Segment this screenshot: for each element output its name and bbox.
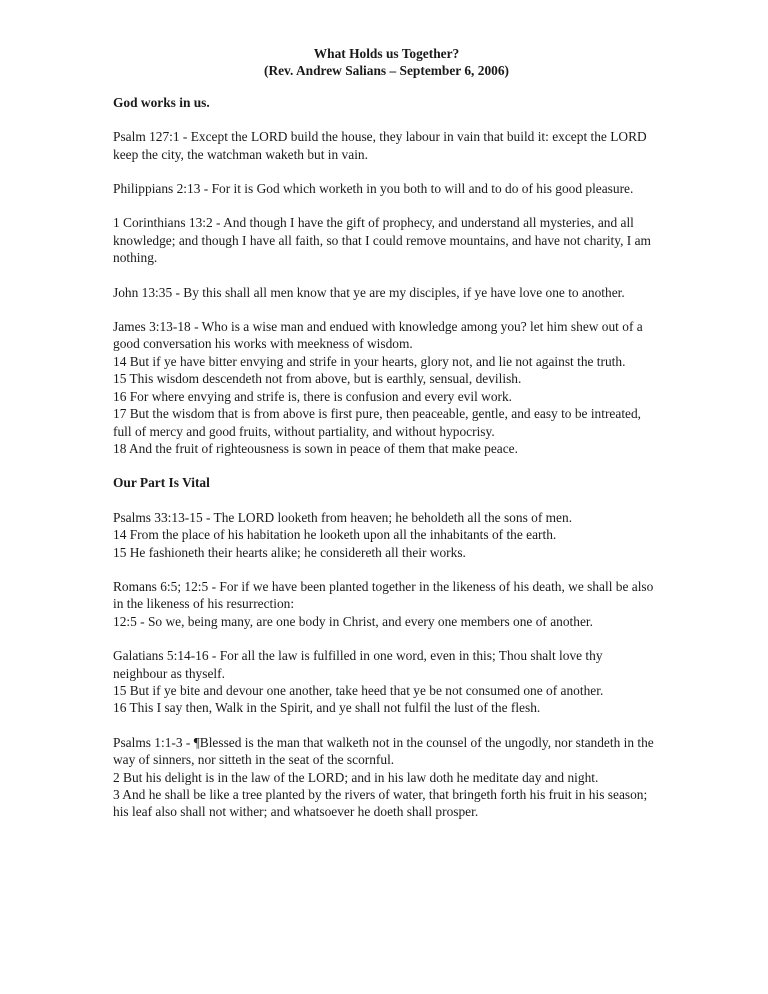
verse-line: 18 And the fruit of righteousness is sown in peace of them that make peace. <box>113 440 518 456</box>
verse-line: James 3:13-18 - Who is a wise man and endued with knowledge among you? let him shew out of a good conversation his works with meekness of wisdom. <box>113 319 643 352</box>
verse-line: 12:5 - So we, being many, are one body in Christ, and every one members one of another. <box>113 613 593 629</box>
verse-line: 15 But if ye bite and devour one another, take heed that ye be not consumed one of another. <box>113 682 604 698</box>
section-spacer <box>113 457 660 474</box>
verse-line: 15 This wisdom descendeth not from above, but is earthly, sensual, devilish. <box>113 371 522 387</box>
verse-line: Philippians 2:13 - For it is God which worketh in you both to will and to do of his good pleasure. <box>113 181 634 197</box>
verse-group <box>113 128 660 163</box>
verse-line: Romans 6:5; 12:5 - For if we have been planted together in the likeness of his death, we shall be also in the likeness of his resurrection: <box>113 578 654 612</box>
section-god-works-in-us <box>113 94 660 458</box>
verse-line: 3 And he shall be like a tree planted by the rivers of water, that bringeth forth his fruit in his season; his leaf also shall not wither; and whatsoever he doeth shall prosper. <box>113 787 648 820</box>
verse-group <box>113 578 660 630</box>
verse-line: Galatians 5:14-16 - For all the law is fulfilled in one word, even in this; Thou shalt love thy neighbour as thyself. <box>113 648 603 681</box>
verse-line: 1 Corinthians 13:2 - And though I have the gift of prophecy, and understand all mysteries, and all knowledge; and though I have all faith, so that I could remove mountains, and have not charity, I am nothing. <box>113 215 651 266</box>
document-title: What Holds us Together? <box>313 46 460 61</box>
section-heading: God works in us. <box>113 94 210 110</box>
verse-line: Psalm 127:1 - Except the LORD build the house, they labour in vain that build it: except the LORD keep the city, the watchman waketh but in vain. <box>113 129 647 162</box>
verse-line: 16 For where envying and strife is, there is confusion and every evil work. <box>113 388 513 404</box>
verse-line: 16 This I say then, Walk in the Spirit, and ye shall not fulfil the lust of the flesh. <box>113 700 541 716</box>
verse-group <box>113 214 660 266</box>
verse-group <box>113 647 660 717</box>
verse-group <box>113 180 660 197</box>
verse-line: 2 But his delight is in the law of the LORD; and in his law doth he meditate day and night. <box>113 769 599 785</box>
verse-line: Psalms 1:1-3 - ¶Blessed is the man that walketh not in the counsel of the ungodly, nor standeth in the way of sinners, nor sitteth in the seat of the scornful. <box>113 734 654 768</box>
verse-group <box>113 318 660 457</box>
section-heading: Our Part Is Vital <box>113 475 210 491</box>
verse-line: 15 He fashioneth their hearts alike; he considereth all their works. <box>113 544 466 560</box>
verse-group <box>113 284 660 301</box>
document-subtitle: (Rev. Andrew Salians – September 6, 2006) <box>263 63 509 79</box>
section-our-part-is-vital <box>113 457 660 821</box>
verse-group <box>113 734 660 821</box>
verse-line: Psalms 33:13-15 - The LORD looketh from heaven; he beholdeth all the sons of men. <box>113 509 573 525</box>
verse-line: 17 But the wisdom that is from above is first pure, then peaceable, gentle, and easy to be intreated, full of mercy and good fruits, without partiality, and without hypocrisy. <box>113 406 642 439</box>
verse-line: 14 From the place of his habitation he looketh upon all the inhabitants of the earth. <box>113 527 557 543</box>
verse-line: John 13:35 - By this shall all men know that ye are my disciples, if ye have love one to another. <box>113 284 625 300</box>
verse-group <box>113 509 660 561</box>
verse-line: 14 But if ye have bitter envying and strife in your hearts, glory not, and lie not against the truth. <box>113 353 626 369</box>
